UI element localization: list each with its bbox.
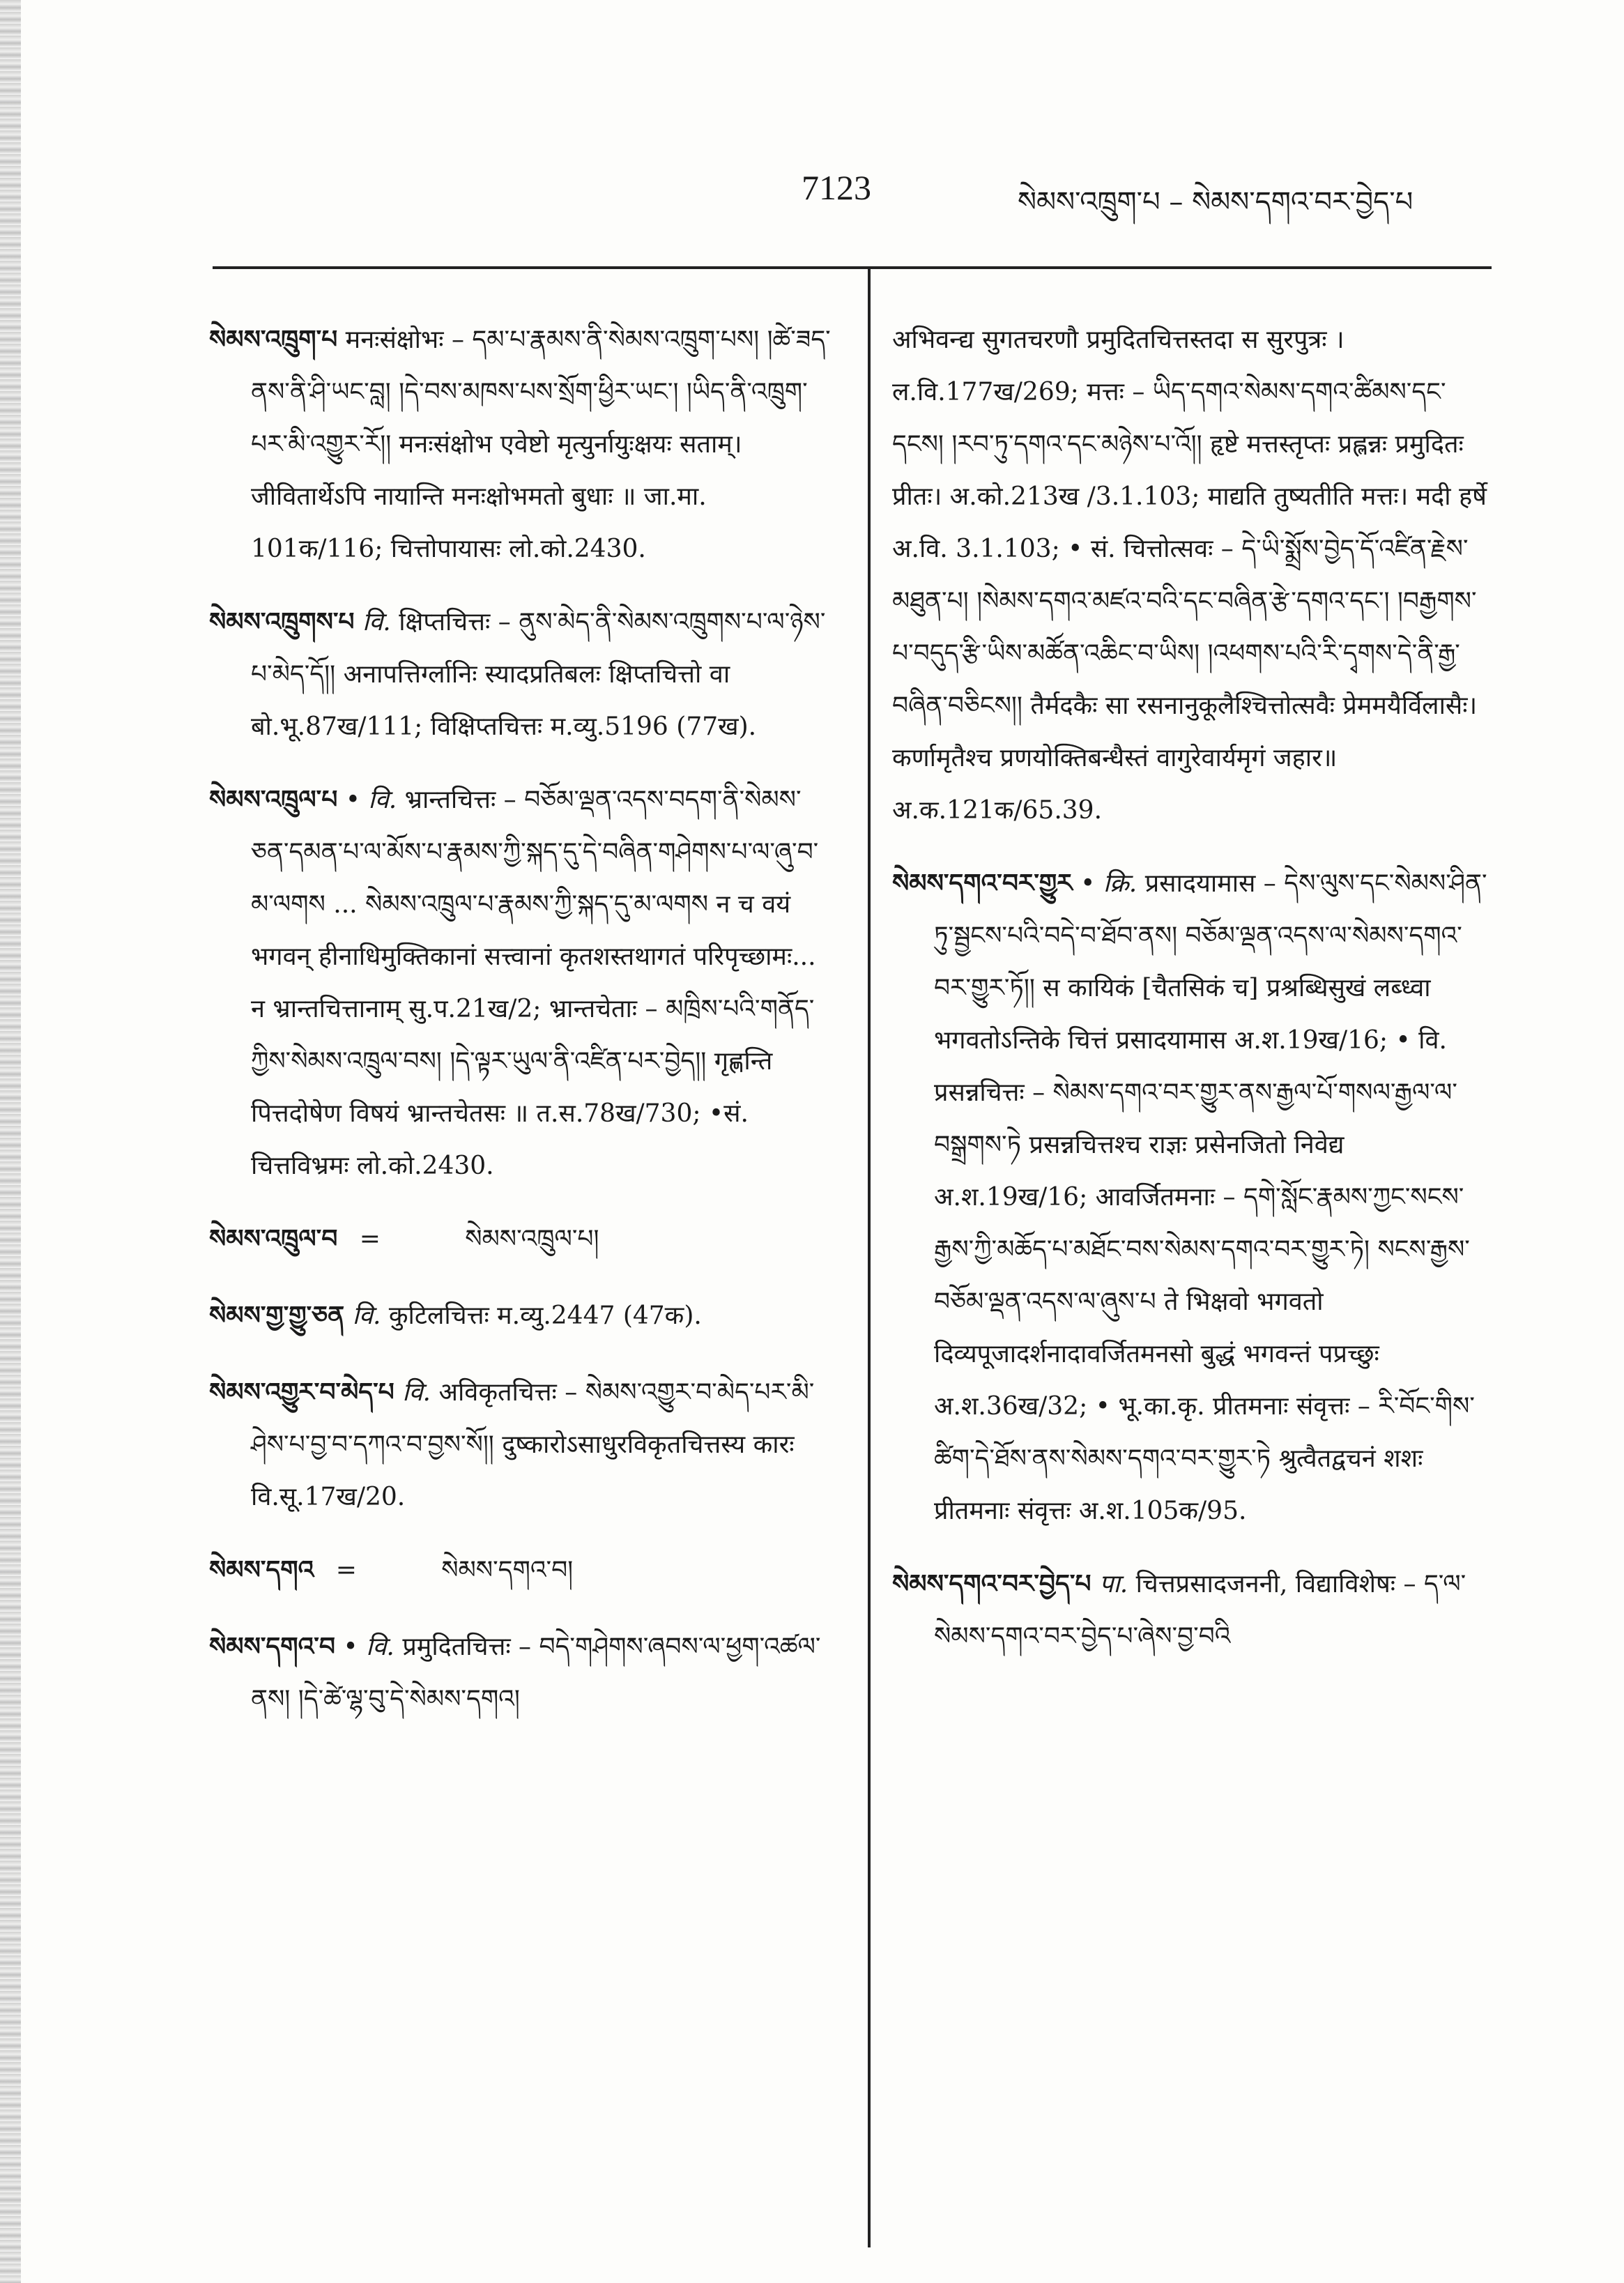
entry-grammar-label: • वि. <box>345 786 397 814</box>
entry-headword: སེམས་འཁྲུལ་བ <box>209 1224 338 1253</box>
dictionary-entry <box>892 857 1492 1537</box>
entry-headword: སེམས་དགའ་བར་གྱུར <box>892 869 1073 898</box>
header-rule <box>213 266 1492 269</box>
cross-reference-target: སེམས་འཁྲུལ་པ། <box>465 1225 599 1253</box>
entry-headword: སེམས་དགའ <box>209 1555 314 1585</box>
entry-body: प्रसादयामास – དེས་ལུས་དང་སེམས་ཤིན་ཏུ་སྦྱངས་པའི་བདེ་བ་ཐོབ་ནས། བཅོམ་ལྡན་འདས་ལ་སེམས་དགའ་བར་གྱུར་ཏོ།། स कायिकं [चैतसिकं च] प्रश्रब्धिसुखं लब्ध्वा भगवतोऽन्तिके चित्तं प्रसादयामास अ.श.19ख/16; • वि. प्रसन्नचित्तः – སེམས་དགའ་བར་གྱུར་ནས་རྒྱལ་པོ་གསལ་རྒྱལ་ལ་བསྒྲགས་ཏེ प्रसन्नचित्तश्च राज्ञः प्रसेनजितो निवेद्य अ.श.19ख/16; आवर्जितमनाः – དགེ་སློང་རྣམས་ཀྱང་སངས་རྒྱས་ཀྱི་མཆོད་པ་མཐོང་བས་སེམས་དགའ་བར་གྱུར་ཏེ། སངས་རྒྱས་བཅོམ་ལྡན་འདས་ལ་ཞུས་པ ते भिक्षवो भगवतो दिव्यपूजादर्शनादावर्जितमनसो बुद्धं भगवन्तं पप्रच्छुः अ.श.36ख/32; • भू.का.कृ. प्रीतमनाः संवृत्तः – རི་བོང་གིས་ཚིག་དེ་ཐོས་ནས་སེམས་དགའ་བར་གྱུར་ཏེ श्रुत्वैतद्वचनं शशः प्रीतमनाः संवृत्तः अ.श.105क/95. <box>934 869 1487 1525</box>
entry-grammar-label: वि. <box>402 1378 431 1407</box>
entry-headword: སེམས་དགའ་བར་བྱེད་པ <box>892 1569 1091 1598</box>
entry-grammar-label: वि. <box>352 1301 381 1330</box>
dictionary-entry <box>209 774 833 1192</box>
cross-reference-entry <box>209 1213 833 1265</box>
entry-body: चित्तप्रसादजननी, विद्याविशेषः – ད་ལ་སེམས་དགའ་བར་བྱེད་པ་ཞེས་བྱ་བའི <box>934 1570 1466 1651</box>
entry-continuation: अभिवन्द्य सुगतचरणौ प्रमुदितचित्तस्तदा स सुरपुत्रः । ल.वि.177ख/269; मत्तः – ཡིད་དགའ་སེམས་དགའ་ཚིམས་དང་དངས། །རབ་ཏུ་དགའ་དང་མཉེས་པ་འོ།། हृष्टे मत्तस्तृप्तः प्रह्लन्नः प्रमुदितः प्रीतः। अ.को.213ख /3.1.103; माद्यति तुष्यतीति मत्तः। मदी हर्षे अ.वि. 3.1.103; • सं. चित्तोत्सवः – དེ་ཡི་སྨྲོས་བྱེད་དོ་འཛིན་རྗེས་མཐུན་པ། །སེམས་དགའ་མཛའ་བའི་དང་བཞིན་རྩེ་དགའ་དང་། །བརྒྱགས་པ་བདུད་རྩི་ཡིས་མཚོན་འཆིང་བ་ཡིས། །འཕགས་པའི་རི་དྭགས་དེ་ནི་རྒྱ་བཞིན་བཅིངས།། तैर्मदकैः सा रसनानुकूलैश्चित्तोत्सवैः प्रेममयैर्विलासैः। कर्णामृतैश्च प्रणयोक्तिबन्धैस्तं वागुरेवार्यमृगं जहार॥ अ.क.121क/65.39. <box>892 326 1487 825</box>
scan-binding-edge <box>0 0 21 2283</box>
entry-grammar-label: वि. <box>362 608 391 636</box>
equals-sign: = <box>359 1225 381 1253</box>
entry-headword: སེམས་འཁྲུགས་པ <box>209 607 355 636</box>
entry-grammar-label: • क्रि. <box>1080 869 1137 898</box>
column-divider <box>868 268 871 2247</box>
running-head: སེམས་འཁྲུག་པ – སེམས་དགའ་བར་བྱེད་པ <box>1018 186 1414 218</box>
entry-headword: སེམས་གྱ་གྱུ་ཅན <box>209 1301 345 1330</box>
right-column <box>892 314 1492 1683</box>
entry-headword: སེམས་དགའ་བ <box>209 1632 335 1661</box>
entry-headword: སེམས་འགྱུར་བ་མེད་པ <box>209 1377 394 1407</box>
cross-reference-target: སེམས་དགའ་བ། <box>441 1556 574 1585</box>
entry-body: मनःसंक्षोभः – དམ་པ་རྣམས་ནི་སེམས་འཁྲུག་པས། །ཚེ་ཟད་ནས་ནི་ཤི་ཡང་བླ། །དེ་བས་མཁས་པས་སྲོག་ཕྱིར་ཡང་། །ཡིད་ནི་འཁྲུག་པར་མི་འགྱུར་རོ།། मनःसंक्षोभ एवेष्टो मृत्युर्नायुःक्षयः सताम्। जीवितार्थेऽपि नायान्ति मनःक्षोभमतो बुधाः ॥ जा.मा. 101क/116; चित्तोपायासः लो.को.2430. <box>251 326 831 563</box>
equals-sign: = <box>335 1556 357 1585</box>
entry-headword: སེམས་འཁྲུག་པ <box>209 325 338 354</box>
page-number: 7123 <box>802 168 871 207</box>
cross-reference-entry <box>209 1544 833 1596</box>
entry-headword: སེམས་འཁྲུལ་པ <box>209 785 338 814</box>
entry-grammar-label: • वि. <box>343 1633 394 1661</box>
dictionary-entry <box>209 596 833 753</box>
left-column <box>209 314 833 1746</box>
dictionary-entry <box>209 1366 833 1523</box>
dictionary-entry <box>209 1290 833 1342</box>
entry-body: अविकृतचित्तः – སེམས་འགྱུར་བ་མེད་པར་མི་ཤེས་པ་བྱ་བ་དཀའ་བ་བྱས་སོ།། दुष्कारोऽसाधुरविकृतचित्तस्य कारः वि.सू.17ख/20. <box>251 1378 815 1511</box>
dictionary-entry <box>209 314 833 575</box>
entry-body: कुटिलचित्तः म.व्यु.2447 (47क). <box>388 1301 702 1330</box>
entry-body: भ्रान्तचित्तः – བཅོམ་ལྡན་འདས་བདག་ནི་སེམས་ཅན་དམན་པ་ལ་མོས་པ་རྣམས་ཀྱི་སྐད་དུ་དེ་བཞིན་གཤེགས་པ་ལ་ཞུ་བ་མ་ལགས ... སེམས་འཁྲུལ་པ་རྣམས་ཀྱི་སྐད་དུ་མ་ལགས न च वयं भगवन् हीनाधिमुक्तिकानां सत्त्वानां कृतशस्तथागतं परिपृच्छामः... न भ्रान्तचित्तानाम् सु.प.21ख/2; भ्रान्तचेताः – མཁྲིས་པའི་གནོད་ཀྱིས་སེམས་འཁྲུལ་བས། །དེ་ལྟར་ཡུལ་ནི་འཛིན་པར་བྱེད།། गृह्णन्ति पित्तदोषेण विषयं भ्रान्तचेतसः ॥ त.स.78ख/730; •सं. चित्तविभ्रमः लो.को.2430. <box>251 786 819 1180</box>
dictionary-entry <box>892 1558 1492 1663</box>
entry-body: प्रमुदितचित्तः – བདེ་གཤེགས་ཞབས་ལ་ཕྱག་འཚལ་ནས། །དེ་ཚེ་ལྷ་བུ་དེ་སེམས་དགའ། <box>251 1633 821 1713</box>
entry-grammar-label: पा. <box>1098 1570 1128 1598</box>
dictionary-entry <box>209 1621 833 1725</box>
entry-body: क्षिप्तचित्तः – ནུས་མེད་ནི་སེམས་འཁྲུགས་པ་ལ་ཉེས་པ་མེད་དོ།། अनापत्तिर्ग्लानिः स्यादप्रतिबलः क्षिप्तचित्तो वा बो.भू.87ख/111; विक्षिप्तचित्तः म.व्यु.5196 (77ख). <box>251 608 826 741</box>
